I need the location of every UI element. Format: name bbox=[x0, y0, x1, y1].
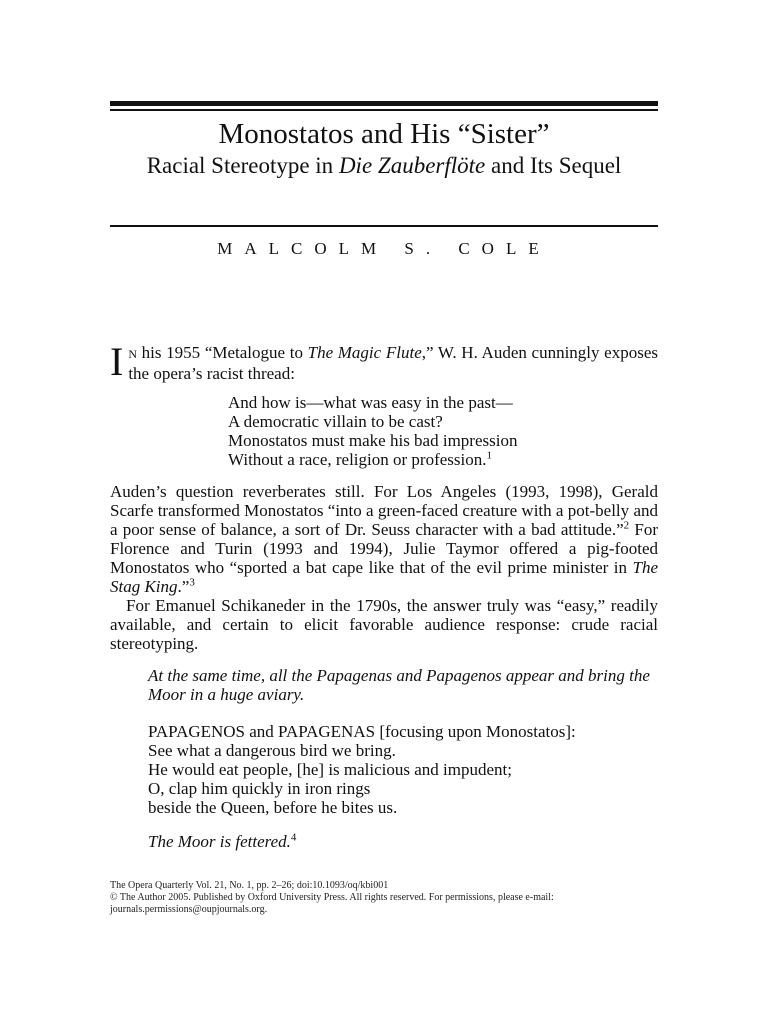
drop-cap: I bbox=[110, 339, 124, 384]
footer-email: journals.permissions@oupjournals.org. bbox=[110, 904, 268, 915]
footnote-ref-2[interactable]: 2 bbox=[623, 519, 630, 532]
intro-italic-title: The Magic Flute bbox=[307, 343, 422, 362]
top-rule-thick bbox=[110, 101, 658, 106]
verse-line: Without a race, religion or profession. bbox=[228, 450, 487, 469]
closing-text: The Moor is fettered. bbox=[148, 832, 291, 851]
para2-text-c: .” bbox=[177, 577, 190, 596]
stage-direction: At the same time, all the Papagenas and Papagenos appear and bring the Moor in a huge aviary. bbox=[148, 666, 650, 704]
body-paragraphs bbox=[110, 482, 658, 653]
libretto-line: PAPAGENOS and PAPAGENAS [focusing upon Monostatos]: bbox=[148, 722, 576, 741]
intro-text-post: ,” W. H. Auden cunningly exposes the opera’s racist thread: bbox=[128, 343, 658, 383]
verse-line: A democratic villain to be cast? bbox=[228, 412, 443, 431]
page-footer bbox=[110, 880, 670, 916]
footnote-ref-4[interactable]: 4 bbox=[290, 831, 297, 844]
top-rule-thin bbox=[110, 109, 658, 111]
libretto-line: He would eat people, [he] is malicious and impudent; bbox=[148, 760, 512, 779]
libretto-line: O, clap him quickly in iron rings bbox=[148, 779, 371, 798]
libretto-line: See what a dangerous bird we bring. bbox=[148, 741, 396, 760]
para2-text-a: Auden’s question reverberates still. For Los Angeles (1993, 1998), Gerald Scarfe transformed Monostatos “into a green-faced creature with a pot-belly and a poor sense of balance, a sort of Dr. Seuss character with a bad attitude.” bbox=[110, 482, 658, 539]
verse-line-last bbox=[228, 450, 648, 469]
footer-copyright: © The Author 2005. Published by Oxford University Press. All rights reserved. For permissions, please e-mail: bbox=[110, 892, 554, 903]
subtitle-text-pre: Racial Stereotype in bbox=[146, 153, 339, 178]
title-divider bbox=[110, 225, 658, 227]
intro-text-pre: his 1955 “Metalogue to bbox=[137, 343, 308, 362]
footnote-ref-3[interactable]: 3 bbox=[189, 576, 195, 589]
article-subtitle bbox=[110, 152, 658, 180]
libretto-line: beside the Queen, before he bites us. bbox=[148, 798, 398, 817]
paragraph-3: For Emanuel Schikaneder in the 1790s, the answer truly was “easy,” readily available, and certain to elicit favorable audience response: crude racial stereotyping. bbox=[110, 596, 658, 653]
libretto-extract bbox=[148, 722, 658, 817]
author-name: MALCOLM S. COLE bbox=[217, 239, 551, 258]
closing-direction bbox=[148, 832, 658, 851]
small-cap: N bbox=[128, 347, 137, 361]
verse-line: And how is—what was easy in the past— bbox=[228, 393, 513, 412]
intro-paragraph bbox=[110, 339, 658, 384]
para2-text-b: For Florence and Turin (1993 and 1994), Julie Taymor offered a pig-footed Monostatos who “sported a bat cape like that of the evil prime minister in bbox=[110, 520, 658, 577]
footnote-ref-1[interactable]: 1 bbox=[486, 449, 492, 462]
verse-quote bbox=[228, 393, 648, 469]
verse-line: Monostatos must make his bad impression bbox=[228, 431, 518, 450]
footer-citation: The Opera Quarterly Vol. 21, No. 1, pp. 2–26; doi:10.1093/oq/kbi001 bbox=[110, 880, 389, 891]
subtitle-text-post: and Its Sequel bbox=[485, 153, 622, 178]
subtitle-italic: Die Zauberflöte bbox=[338, 153, 486, 178]
article-title: Monostatos and His “Sister” bbox=[218, 118, 550, 150]
para2-italic: The Stag King bbox=[110, 558, 658, 596]
paragraph-2 bbox=[110, 482, 658, 596]
